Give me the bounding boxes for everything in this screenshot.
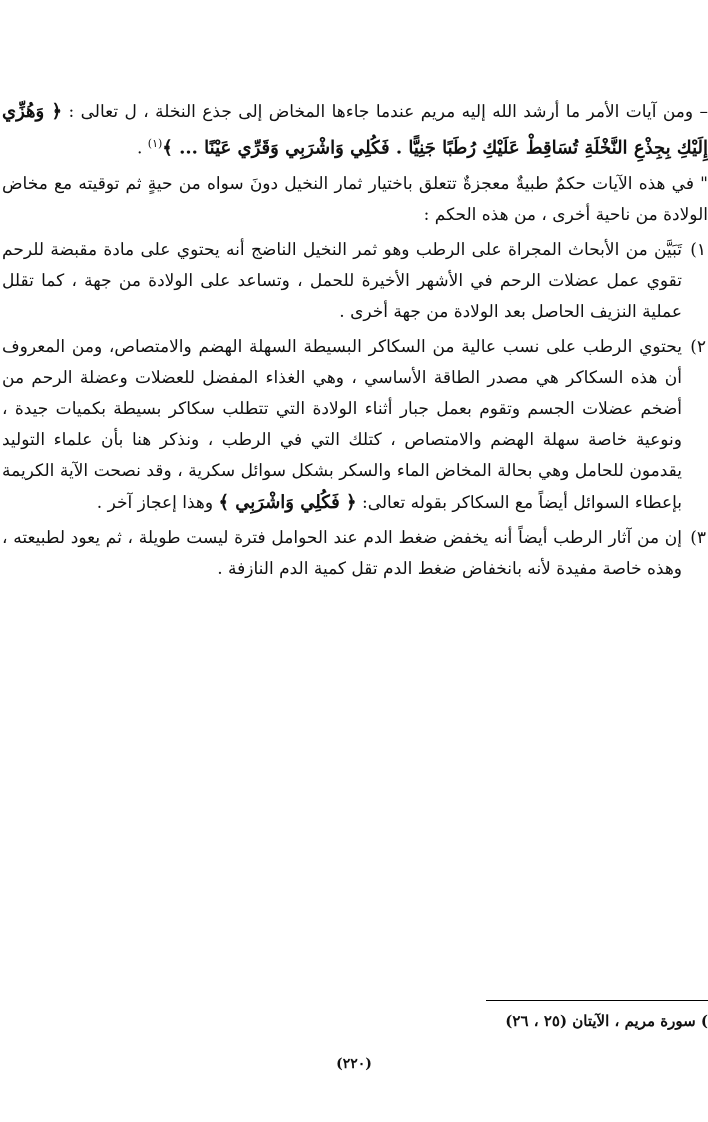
body-text bbox=[2, 96, 708, 589]
intro-paragraph bbox=[2, 96, 708, 165]
intro-end: . bbox=[136, 138, 143, 159]
list-item-text: تَبَيَّن من الأبحاث المجراة على الرطب وهو ثمر النخيل الناضج أنه يحتوي على مادة مقبضة للرحم تقوي عمل عضلات الرحم في الأشهر الأخيرة للحمل ، وتساعد على الولادة من جهة ، كما تقلل عملية النزيف الحاصل بعد الولادة من جهة أخرى . bbox=[2, 239, 682, 322]
list-item-tail: وهذا إعجاز آخر . bbox=[96, 492, 214, 513]
quran-verse: ﴿ فَكُلِي وَاشْرَبِي ﴾ bbox=[218, 491, 357, 513]
list-item-text: يحتوي الرطب على نسب عالية من السكاكر البسيطة السهلة الهضم والامتصاص، ومن المعروف أن هذه السكاكر هي مصدر الطاقة الأساسي ، وهي الغذاء المفضل للعضلات وعضلة الرحم من أضخم عضلات الجسم وتقوم بعمل جبار أثناء الولادة التي تتطلب سكاكر بسيطة بكميات جيدة ، ونوعية خاصة سهلة الهضم والامتصاص ، كتلك التي في الرطب ، ونذكر هنا بأن علماء التوليد يقدمون للحامل وهي بحالة المخاض الماء والسكر بشكل سوائل سكرية ، وقد نصحت الآية الكريمة بإعطاء السوائل أيضاً مع السكاكر بقوله تعالى: bbox=[2, 336, 682, 513]
page-number: (٢٢٠) bbox=[336, 1056, 372, 1072]
list-item bbox=[2, 523, 708, 585]
footnote-divider bbox=[486, 1000, 708, 1001]
wisdom-paragraph: " في هذه الآيات حكمٌ طبيةٌ معجزةٌ تتعلق باختيار ثمار النخيل دونَ سواه من حيةٍ ثم توقيته مع مخاض الولادة من ناحية أخرى ، من هذه الحكم : bbox=[2, 173, 708, 225]
quran-verse: ﴿ وَهُزِّي إِلَيْكِ بِجِذْعِ النَّخْلَةِ تُسَاقِطْ عَلَيْكِ رُطَبًا جَنِيًّا . فَكُلِي وَاشْرَبِي وَقَرِّي عَيْنًا ... ﴾ bbox=[2, 101, 708, 159]
footnote-ref: (١) bbox=[147, 137, 163, 150]
list-item-number: ٢) bbox=[690, 336, 706, 357]
footnote: ) سورة مريم ، الآيتان (٢٥ ، ٢٦) bbox=[505, 1012, 708, 1030]
list-item bbox=[2, 332, 708, 519]
list-item-text: إن من آثار الرطب أيضاً أنه يخفض ضغط الدم عند الحوامل فترة ليست طويلة ، ثم يعود لطبيعته ، وهذه خاصة مفيدة لأنه بانخفاض ضغط الدم تقل كمية الدم النازفة . bbox=[2, 527, 682, 579]
list-item-number: ١) bbox=[690, 239, 706, 260]
list-item-number: ٣) bbox=[690, 527, 706, 548]
intro-line: – ومن آيات الأمر ما أرشد الله إليه مريم عندما جاءها المخاض إلى جذع النخلة ، bbox=[143, 102, 708, 122]
list-item bbox=[2, 235, 708, 328]
intro-prefix: ل تعالى : bbox=[68, 102, 137, 122]
